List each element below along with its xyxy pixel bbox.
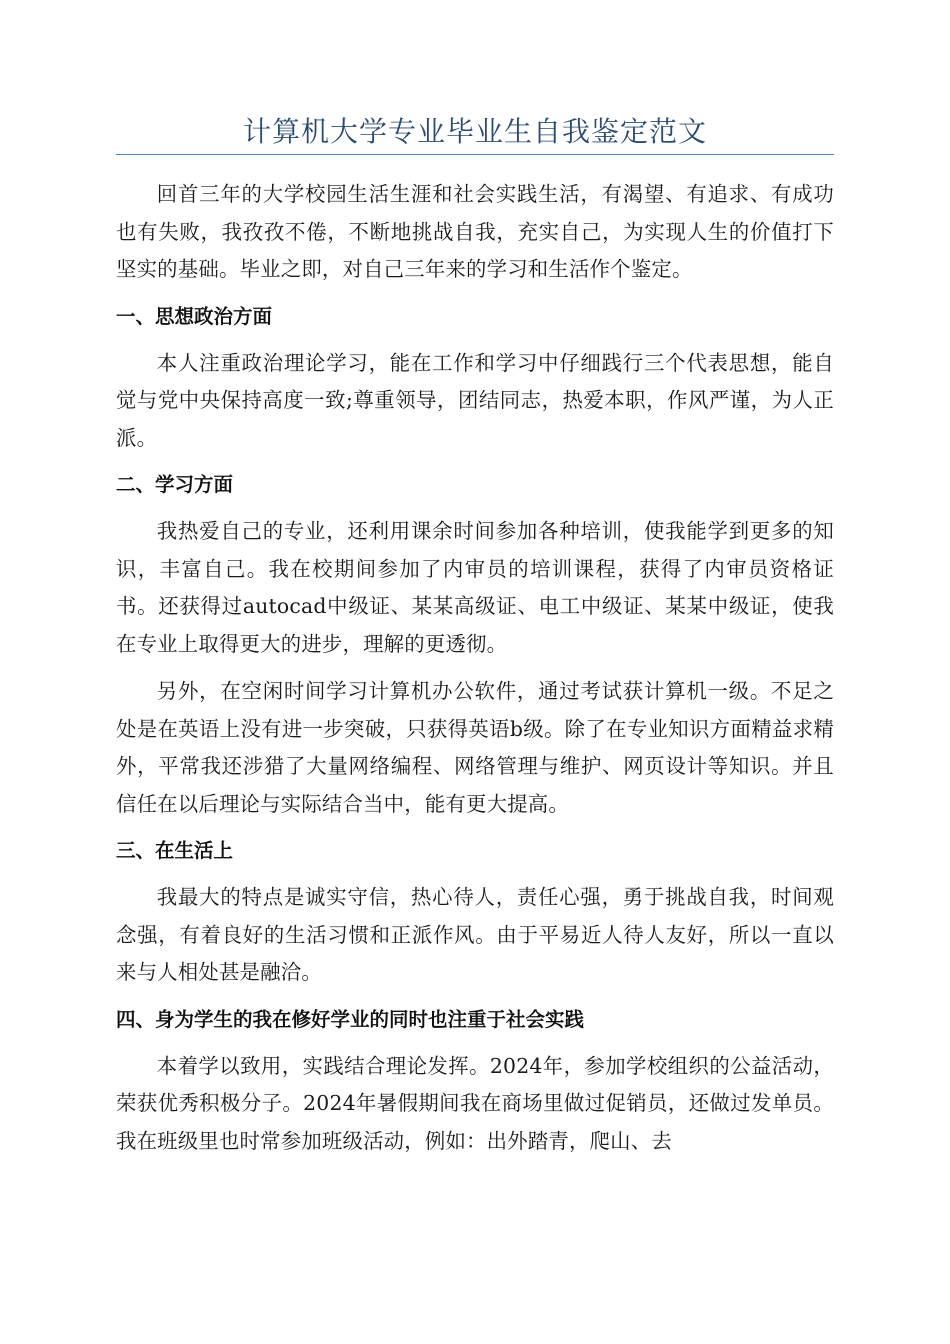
document-title: 计算机大学专业毕业生自我鉴定范文: [242, 115, 707, 148]
intro-paragraph: 回首三年的大学校园生活生涯和社会实践生活，有渴望、有追求、有成功也有失败，我孜孜不倦，不断地挑战自我，充实自己，为实现人生的价值打下坚实的基础。毕业之即，对自己三年来的学习和生活作个鉴定。: [116, 182, 834, 281]
document-body: [116, 176, 834, 1170]
section-paragraph: 另外，在空闲时间学习计算机办公软件，通过考试获计算机一级。不足之处是在英语上没有进一步突破，只获得英语b级。除了在专业知识方面精益求精外，平常我还涉猎了大量网络编程、网络管理与维护、网页设计等知识。并且信任在以后理论与实际结合当中，能有更大提高。: [116, 679, 834, 816]
section-paragraph: 我热爱自己的专业，还利用课余时间参加各种培训，使我能学到更多的知识，丰富自己。我在校期间参加了内审员的培训课程，获得了内审员资格证书。还获得过autocad中级证、某某高级证、电工中级证、某某中级证，使我在专业上取得更大的进步，理解的更透彻。: [116, 519, 834, 656]
section-paragraph: 我最大的特点是诚实守信，热心待人，责任心强，勇于挑战自我，时间观念强，有着良好的生活习惯和正派作风。由于平易近人待人友好，所以一直以来与人相处甚是融洽。: [116, 885, 834, 984]
section-heading-life: 三、在生活上: [116, 839, 234, 862]
title-underline: [116, 154, 834, 155]
section-heading-politics: 一、思想政治方面: [116, 304, 273, 328]
section-heading-study: 二、学习方面: [116, 473, 234, 496]
section-paragraph: 本人注重政治理论学习，能在工作和学习中仔细践行三个代表思想，能自觉与党中央保持高度一致;尊重领导，团结同志，热爱本职，作风严谨，为人正派。: [116, 350, 834, 450]
section-heading-practice: 四、身为学生的我在修好学业的同时也注重于社会实践: [116, 1007, 585, 1031]
section-paragraph: 本着学以致用，实践结合理论发挥。2024年，参加学校组织的公益活动，荣获优秀积极分子。2024年暑假期间我在商场里做过促销员，还做过发单员。我在班级里也时常参加班级活动，例如：出外踏青，爬山、去: [116, 1053, 834, 1153]
